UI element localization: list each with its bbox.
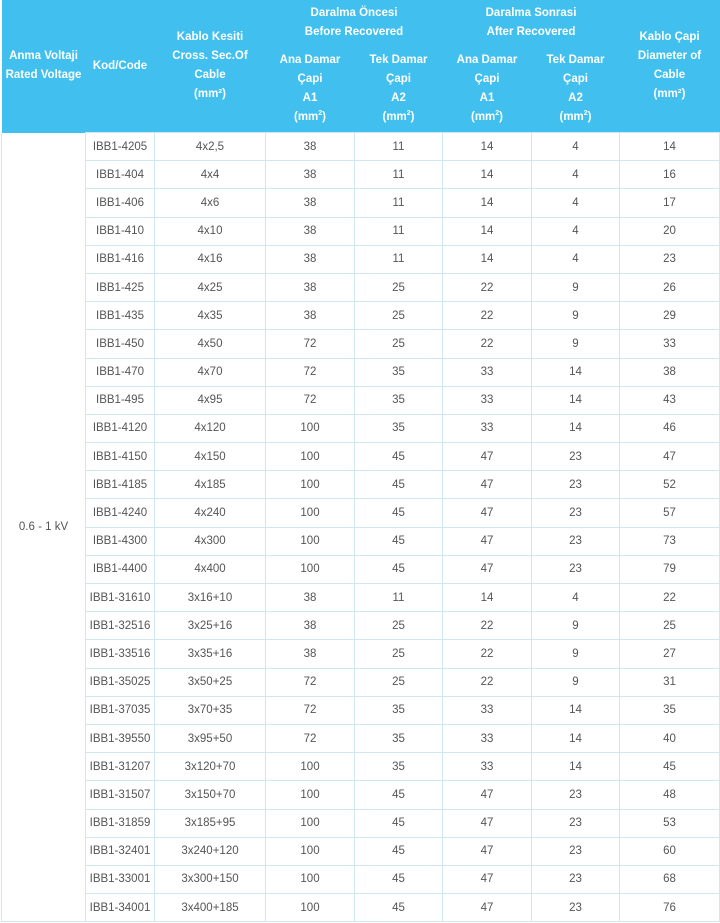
before-a1-cell: 100	[266, 527, 355, 555]
table-row	[2, 865, 720, 893]
after-a1-cell: 47	[443, 471, 532, 499]
before-a1-cell: 100	[266, 471, 355, 499]
before-a2-cell: 35	[355, 414, 443, 442]
before-a2-cell: 35	[355, 724, 443, 752]
table-row	[2, 245, 720, 273]
header-rated-voltage: Anma Voltaji Rated Voltage	[2, 0, 86, 133]
diameter-cell: 23	[620, 245, 720, 273]
cross-section-cell: 4x400	[155, 555, 266, 583]
after-a1-cell: 47	[443, 443, 532, 471]
code-cell: IBB1-4300	[86, 527, 155, 555]
after-a2-cell: 23	[532, 865, 620, 893]
after-a2-cell: 14	[532, 358, 620, 386]
before-a2-cell: 25	[355, 640, 443, 668]
after-a2-cell: 23	[532, 781, 620, 809]
after-a1-cell: 14	[443, 217, 532, 245]
before-a2-cell: 11	[355, 217, 443, 245]
after-a2-cell: 23	[532, 894, 620, 922]
cross-section-cell: 4x240	[155, 499, 266, 527]
after-a1-cell: 14	[443, 189, 532, 217]
before-a1-cell: 72	[266, 668, 355, 696]
cross-section-cell: 4x16	[155, 245, 266, 273]
before-a1-cell: 38	[266, 302, 355, 330]
table-row	[2, 189, 720, 217]
diameter-cell: 48	[620, 781, 720, 809]
code-cell: IBB1-39550	[86, 724, 155, 752]
after-a1-cell: 22	[443, 612, 532, 640]
before-a1-cell: 72	[266, 696, 355, 724]
code-cell: IBB1-410	[86, 217, 155, 245]
diameter-cell: 46	[620, 414, 720, 442]
before-a1-cell: 38	[266, 245, 355, 273]
code-cell: IBB1-32516	[86, 612, 155, 640]
after-a2-cell: 9	[532, 273, 620, 301]
code-cell: IBB1-4240	[86, 499, 155, 527]
before-a2-cell: 45	[355, 499, 443, 527]
after-a1-cell: 47	[443, 555, 532, 583]
before-a2-cell: 35	[355, 753, 443, 781]
cross-section-cell: 3x120+70	[155, 753, 266, 781]
table-row	[2, 640, 720, 668]
code-cell: IBB1-37035	[86, 696, 155, 724]
after-a2-cell: 14	[532, 696, 620, 724]
diameter-cell: 43	[620, 386, 720, 414]
before-a1-cell: 100	[266, 414, 355, 442]
header-before-tek-damar: Tek Damar Çapi A2 $(mm^2)$	[355, 46, 443, 133]
after-a2-cell: 4	[532, 217, 620, 245]
header-cable-diameter: Kablo Çapi Diameter of Cable (mm²)	[620, 0, 720, 133]
table-row	[2, 724, 720, 752]
after-a1-cell: 47	[443, 527, 532, 555]
cross-section-cell: 3x400+185	[155, 894, 266, 922]
before-a1-cell: 72	[266, 358, 355, 386]
after-a1-cell: 47	[443, 781, 532, 809]
header-after-ana-damar: Ana Damar Çapi A1 $(mm^2)$	[443, 46, 532, 133]
table-body	[2, 133, 720, 922]
after-a2-cell: 23	[532, 499, 620, 527]
before-a1-cell: 38	[266, 133, 355, 161]
before-a1-cell: 38	[266, 612, 355, 640]
before-a2-cell: 45	[355, 471, 443, 499]
after-a2-cell: 4	[532, 161, 620, 189]
header-before-recovered: Daralma Öncesi Before Recovered	[266, 0, 443, 46]
before-a2-cell: 45	[355, 527, 443, 555]
after-a1-cell: 47	[443, 499, 532, 527]
before-a1-cell: 100	[266, 809, 355, 837]
code-cell: IBB1-4205	[86, 133, 155, 161]
code-cell: IBB1-435	[86, 302, 155, 330]
diameter-cell: 17	[620, 189, 720, 217]
cross-section-cell: 3x150+70	[155, 781, 266, 809]
after-a2-cell: 23	[532, 527, 620, 555]
after-a1-cell: 47	[443, 809, 532, 837]
before-a1-cell: 38	[266, 189, 355, 217]
code-cell: IBB1-416	[86, 245, 155, 273]
before-a1-cell: 38	[266, 273, 355, 301]
after-a1-cell: 47	[443, 894, 532, 922]
cross-section-cell: 4x2,5	[155, 133, 266, 161]
before-a1-cell: 100	[266, 753, 355, 781]
after-a1-cell: 14	[443, 584, 532, 612]
code-cell: IBB1-31507	[86, 781, 155, 809]
code-cell: IBB1-404	[86, 161, 155, 189]
table-row	[2, 499, 720, 527]
before-a1-cell: 72	[266, 724, 355, 752]
after-a2-cell: 4	[532, 133, 620, 161]
table-row	[2, 894, 720, 922]
after-a2-cell: 9	[532, 302, 620, 330]
before-a1-cell: 38	[266, 161, 355, 189]
after-a1-cell: 33	[443, 386, 532, 414]
code-cell: IBB1-450	[86, 330, 155, 358]
before-a1-cell: 100	[266, 894, 355, 922]
table-row	[2, 696, 720, 724]
before-a1-cell: 38	[266, 217, 355, 245]
table-row	[2, 273, 720, 301]
diameter-cell: 25	[620, 612, 720, 640]
cross-section-cell: 3x25+16	[155, 612, 266, 640]
code-cell: IBB1-33001	[86, 865, 155, 893]
before-a2-cell: 35	[355, 696, 443, 724]
after-a1-cell: 47	[443, 865, 532, 893]
cable-spec-table	[1, 0, 720, 922]
before-a2-cell: 45	[355, 865, 443, 893]
cross-section-cell: 4x150	[155, 443, 266, 471]
after-a2-cell: 14	[532, 386, 620, 414]
after-a1-cell: 22	[443, 302, 532, 330]
before-a1-cell: 38	[266, 640, 355, 668]
diameter-cell: 22	[620, 584, 720, 612]
after-a2-cell: 23	[532, 471, 620, 499]
cross-section-cell: 4x70	[155, 358, 266, 386]
cross-section-cell: 3x35+16	[155, 640, 266, 668]
before-a1-cell: 100	[266, 555, 355, 583]
after-a2-cell: 9	[532, 330, 620, 358]
after-a1-cell: 22	[443, 668, 532, 696]
before-a2-cell: 25	[355, 668, 443, 696]
before-a1-cell: 72	[266, 386, 355, 414]
table-row	[2, 330, 720, 358]
code-cell: IBB1-406	[86, 189, 155, 217]
diameter-cell: 14	[620, 133, 720, 161]
before-a2-cell: 11	[355, 133, 443, 161]
code-cell: IBB1-470	[86, 358, 155, 386]
before-a2-cell: 25	[355, 612, 443, 640]
code-cell: IBB1-35025	[86, 668, 155, 696]
table-row	[2, 527, 720, 555]
before-a2-cell: 45	[355, 555, 443, 583]
cross-section-cell: 4x6	[155, 189, 266, 217]
code-cell: IBB1-31207	[86, 753, 155, 781]
table-row	[2, 414, 720, 442]
table-row	[2, 133, 720, 161]
before-a2-cell: 45	[355, 894, 443, 922]
diameter-cell: 57	[620, 499, 720, 527]
diameter-cell: 68	[620, 865, 720, 893]
table-row	[2, 612, 720, 640]
code-cell: IBB1-34001	[86, 894, 155, 922]
table-row	[2, 781, 720, 809]
cross-section-cell: 3x16+10	[155, 584, 266, 612]
before-a2-cell: 11	[355, 189, 443, 217]
table-row	[2, 161, 720, 189]
cross-section-cell: 3x70+35	[155, 696, 266, 724]
cross-section-cell: 3x300+150	[155, 865, 266, 893]
before-a2-cell: 45	[355, 809, 443, 837]
after-a1-cell: 22	[443, 330, 532, 358]
before-a1-cell: 100	[266, 781, 355, 809]
after-a1-cell: 14	[443, 161, 532, 189]
after-a1-cell: 22	[443, 640, 532, 668]
diameter-cell: 26	[620, 273, 720, 301]
cross-section-cell: 4x10	[155, 217, 266, 245]
cross-section-cell: 4x185	[155, 471, 266, 499]
before-a2-cell: 11	[355, 161, 443, 189]
before-a1-cell: 72	[266, 330, 355, 358]
after-a2-cell: 9	[532, 668, 620, 696]
before-a2-cell: 11	[355, 245, 443, 273]
diameter-cell: 53	[620, 809, 720, 837]
after-a2-cell: 23	[532, 809, 620, 837]
header-after-tek-damar: Tek Damar Çapi A2 $(mm^2)$	[532, 46, 620, 133]
code-cell: IBB1-4150	[86, 443, 155, 471]
header-cross-section: Kablo Kesiti Cross. Sec.Of Cable (mm²)	[155, 0, 266, 133]
cross-section-cell: 3x240+120	[155, 837, 266, 865]
code-cell: IBB1-4120	[86, 414, 155, 442]
table-row	[2, 386, 720, 414]
diameter-cell: 35	[620, 696, 720, 724]
diameter-cell: 16	[620, 161, 720, 189]
diameter-cell: 27	[620, 640, 720, 668]
diameter-cell: 47	[620, 443, 720, 471]
table-row	[2, 809, 720, 837]
after-a2-cell: 4	[532, 584, 620, 612]
before-a2-cell: 25	[355, 273, 443, 301]
after-a1-cell: 47	[443, 837, 532, 865]
cross-section-cell: 4x95	[155, 386, 266, 414]
header-after-recovered: Daralma Sonrasi After Recovered	[443, 0, 620, 46]
table-row	[2, 358, 720, 386]
before-a2-cell: 45	[355, 837, 443, 865]
diameter-cell: 45	[620, 753, 720, 781]
before-a2-cell: 25	[355, 302, 443, 330]
after-a2-cell: 14	[532, 753, 620, 781]
diameter-cell: 60	[620, 837, 720, 865]
before-a2-cell: 45	[355, 443, 443, 471]
before-a2-cell: 35	[355, 358, 443, 386]
table-row	[2, 443, 720, 471]
table-row	[2, 584, 720, 612]
code-cell: IBB1-425	[86, 273, 155, 301]
diameter-cell: 38	[620, 358, 720, 386]
diameter-cell: 33	[620, 330, 720, 358]
diameter-cell: 29	[620, 302, 720, 330]
after-a2-cell: 4	[532, 245, 620, 273]
after-a2-cell: 4	[532, 189, 620, 217]
before-a1-cell: 100	[266, 865, 355, 893]
cross-section-cell: 3x185+95	[155, 809, 266, 837]
table-row	[2, 217, 720, 245]
table-row	[2, 753, 720, 781]
diameter-cell: 76	[620, 894, 720, 922]
table-row	[2, 302, 720, 330]
after-a1-cell: 22	[443, 273, 532, 301]
before-a2-cell: 11	[355, 584, 443, 612]
diameter-cell: 31	[620, 668, 720, 696]
after-a1-cell: 33	[443, 414, 532, 442]
code-cell: IBB1-4400	[86, 555, 155, 583]
cross-section-cell: 4x300	[155, 527, 266, 555]
after-a2-cell: 9	[532, 640, 620, 668]
before-a2-cell: 35	[355, 386, 443, 414]
cross-section-cell: 4x4	[155, 161, 266, 189]
after-a1-cell: 33	[443, 358, 532, 386]
before-a1-cell: 100	[266, 837, 355, 865]
after-a2-cell: 14	[532, 724, 620, 752]
after-a1-cell: 33	[443, 753, 532, 781]
diameter-cell: 52	[620, 471, 720, 499]
cross-section-cell: 3x95+50	[155, 724, 266, 752]
after-a2-cell: 23	[532, 837, 620, 865]
table-row	[2, 837, 720, 865]
cross-section-cell: 4x120	[155, 414, 266, 442]
header-code: Kod/Code	[86, 0, 155, 133]
code-cell: IBB1-31610	[86, 584, 155, 612]
before-a1-cell: 100	[266, 443, 355, 471]
before-a1-cell: 38	[266, 584, 355, 612]
after-a2-cell: 14	[532, 414, 620, 442]
after-a1-cell: 33	[443, 696, 532, 724]
header-before-ana-damar: Ana Damar Çapi A1 $(mm^2)$	[266, 46, 355, 133]
after-a2-cell: 23	[532, 555, 620, 583]
before-a2-cell: 45	[355, 781, 443, 809]
cross-section-cell: 4x35	[155, 302, 266, 330]
rated-voltage-cell: 0.6 - 1 kV	[2, 133, 86, 922]
diameter-cell: 79	[620, 555, 720, 583]
table-header	[2, 0, 720, 133]
before-a1-cell: 100	[266, 499, 355, 527]
cross-section-cell: 4x25	[155, 273, 266, 301]
after-a1-cell: 33	[443, 724, 532, 752]
after-a2-cell: 9	[532, 612, 620, 640]
diameter-cell: 73	[620, 527, 720, 555]
cross-section-cell: 3x50+25	[155, 668, 266, 696]
code-cell: IBB1-32401	[86, 837, 155, 865]
code-cell: IBB1-4185	[86, 471, 155, 499]
table-row	[2, 668, 720, 696]
table-row	[2, 471, 720, 499]
code-cell: IBB1-33516	[86, 640, 155, 668]
cross-section-cell: 4x50	[155, 330, 266, 358]
diameter-cell: 40	[620, 724, 720, 752]
after-a1-cell: 14	[443, 245, 532, 273]
after-a1-cell: 14	[443, 133, 532, 161]
table-row	[2, 555, 720, 583]
diameter-cell: 20	[620, 217, 720, 245]
before-a2-cell: 25	[355, 330, 443, 358]
after-a2-cell: 23	[532, 443, 620, 471]
code-cell: IBB1-495	[86, 386, 155, 414]
code-cell: IBB1-31859	[86, 809, 155, 837]
